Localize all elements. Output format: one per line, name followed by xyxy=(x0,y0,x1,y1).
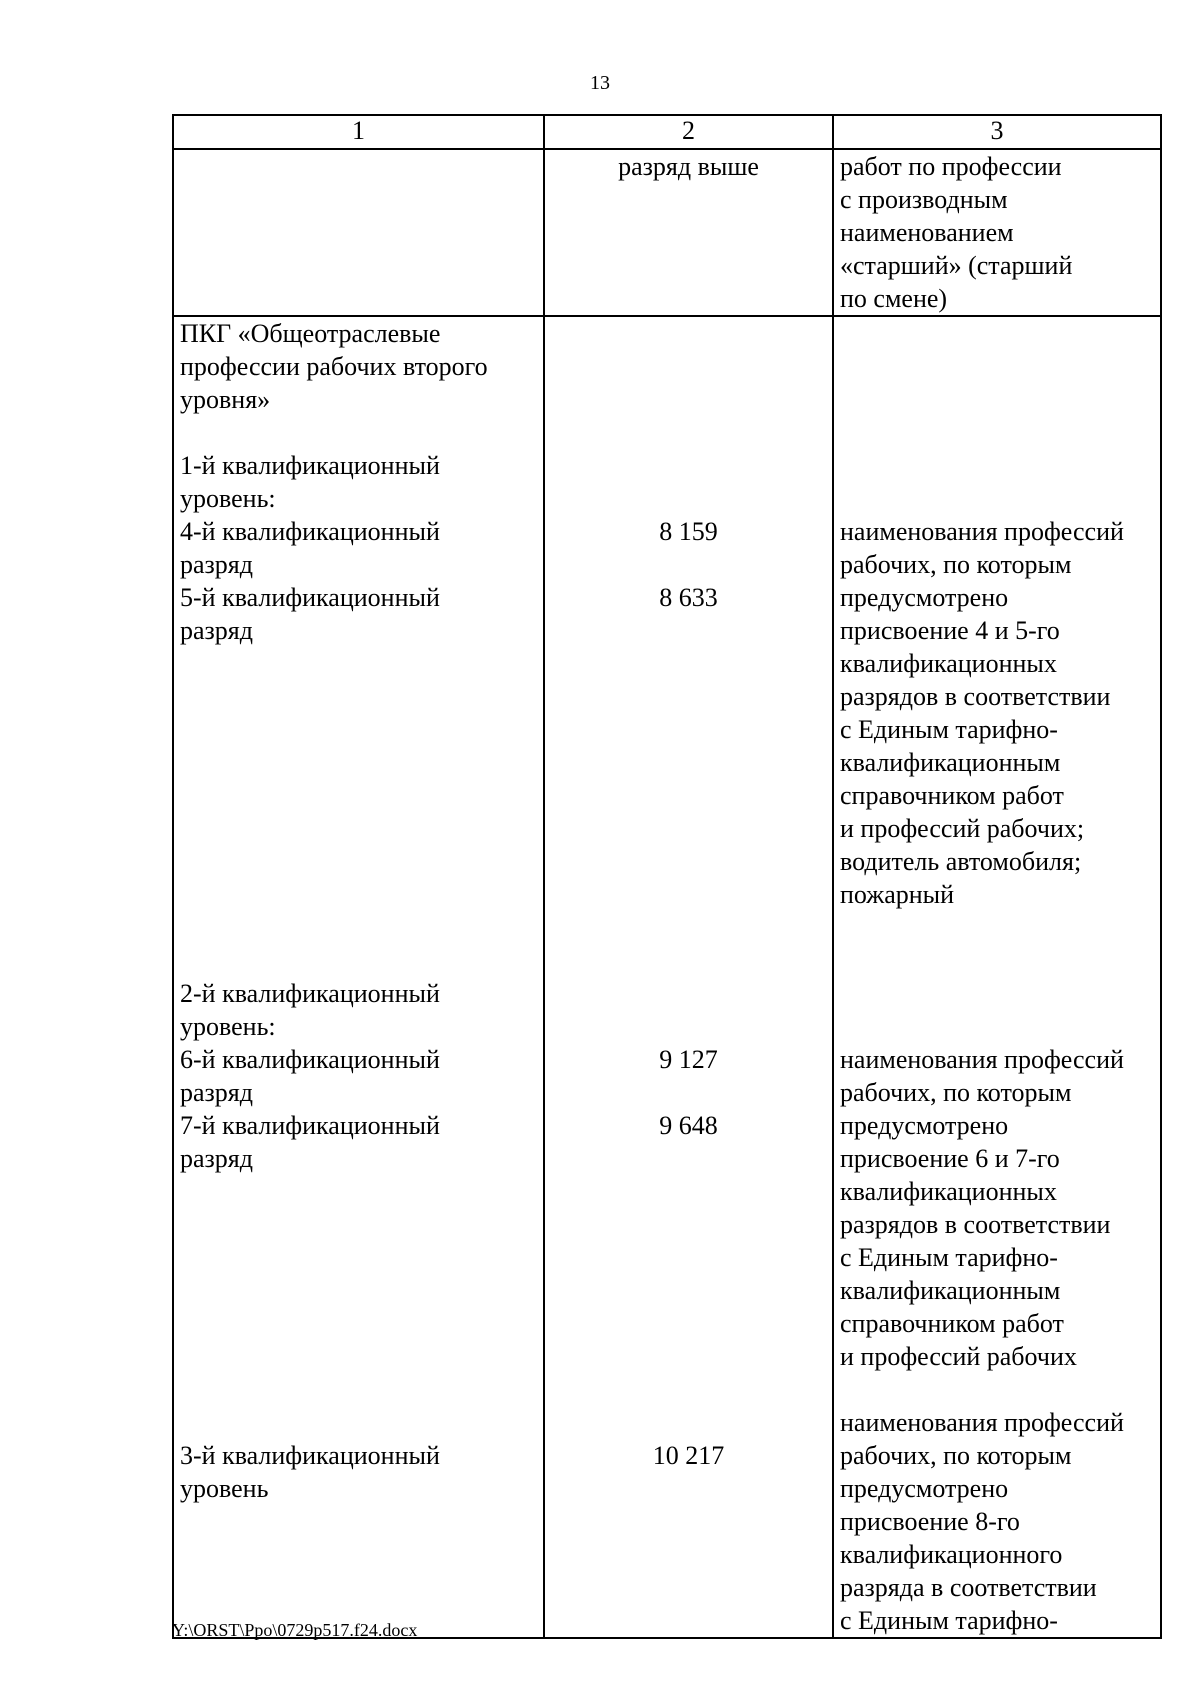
cell-text-line xyxy=(180,1307,537,1340)
cell-text-line: «старший» (старший xyxy=(840,251,1073,280)
cell-text-line: предусмотрено xyxy=(840,1474,1009,1503)
cell-text-line: 10 217 xyxy=(652,1441,725,1470)
cell-text-line xyxy=(551,416,826,449)
cell-text-line xyxy=(551,845,826,878)
cell-text-line: 1-й квалификационный xyxy=(180,451,440,480)
cell-text-line xyxy=(551,878,826,911)
cell-text-line xyxy=(551,482,826,515)
cell-text-line: наименования профессий xyxy=(840,1045,1124,1074)
cell-group-name xyxy=(173,149,544,316)
cell-text-line: наименования профессий xyxy=(840,1408,1124,1437)
cell-text-line xyxy=(551,680,826,713)
table-row-continuation xyxy=(173,149,1161,316)
cell-text-line xyxy=(840,350,1154,383)
cell-text-line xyxy=(551,614,826,647)
cell-text-line: по смене) xyxy=(840,284,948,313)
cell-text-line: и профессий рабочих xyxy=(840,1342,1077,1371)
cell-text-line xyxy=(180,416,537,449)
cell-text-line: справочником работ xyxy=(840,781,1064,810)
cell-text-line: предусмотрено xyxy=(840,583,1009,612)
cell-salary xyxy=(544,149,833,316)
cell-text-line xyxy=(551,1175,826,1208)
cell-text-line xyxy=(840,482,1154,515)
cell-text-line xyxy=(180,1340,537,1373)
cell-text-line xyxy=(551,944,826,977)
cell-text-line: квалификационных xyxy=(840,649,1057,678)
cell-text-line: предусмотрено xyxy=(840,1111,1009,1140)
cell-text-line: разряд xyxy=(180,550,253,579)
cell-text-line xyxy=(840,449,1154,482)
salary-table xyxy=(172,114,1162,1639)
cell-text-line: с Единым тарифно- xyxy=(840,1606,1058,1635)
cell-text-line xyxy=(551,1142,826,1175)
cell-text-line: квалификационным xyxy=(840,748,1061,777)
cell-text-line xyxy=(180,647,537,680)
cell-text-line: работ по профессии xyxy=(840,152,1062,181)
cell-text-line xyxy=(551,1373,826,1406)
cell-text-line xyxy=(551,383,826,416)
cell-text-line: рабочих, по которым xyxy=(840,550,1072,579)
cell-text-line xyxy=(180,713,537,746)
cell-text-line xyxy=(551,713,826,746)
cell-text-line: присвоение 8-го xyxy=(840,1507,1020,1536)
cell-text-line: квалификационным xyxy=(840,1276,1061,1305)
cell-text-line: разрядов в соответствии xyxy=(840,1210,1111,1239)
cell-text-line: разряда в соответствии xyxy=(840,1573,1097,1602)
cell-text-line xyxy=(551,746,826,779)
page-number: 13 xyxy=(590,72,610,94)
cell-text-line: 5-й квалификационный xyxy=(180,583,440,612)
cell-text-line xyxy=(551,1340,826,1373)
cell-text-line: разряд выше xyxy=(618,152,759,181)
cell-text-line: 8 633 xyxy=(659,583,718,612)
cell-text-line xyxy=(551,1307,826,1340)
cell-text-line: ПКГ «Общеотраслевые xyxy=(180,319,441,348)
cell-text-line xyxy=(180,1241,537,1274)
cell-text-line: уровень: xyxy=(180,484,276,513)
cell-text-line xyxy=(551,779,826,812)
cell-text-line: 6-й квалификационный xyxy=(180,1045,440,1074)
cell-text-line xyxy=(180,1274,537,1307)
header-cell-1: 1 xyxy=(173,115,544,149)
cell-text-line xyxy=(840,1373,1154,1406)
cell-text-line xyxy=(180,911,537,944)
cell-text-line xyxy=(551,1076,826,1109)
cell-text-line xyxy=(180,680,537,713)
cell-text-line xyxy=(551,1274,826,1307)
cell-text-line: с Единым тарифно- xyxy=(840,715,1058,744)
header-cell-2: 2 xyxy=(544,115,833,149)
cell-text-line xyxy=(551,812,826,845)
cell-text-line xyxy=(551,449,826,482)
cell-text-line: 4-й квалификационный xyxy=(180,517,440,546)
cell-text-line: водитель автомобиля; xyxy=(840,847,1082,876)
cell-text-line xyxy=(551,317,826,350)
cell-salary xyxy=(544,316,833,1638)
cell-text-line: разряд xyxy=(180,1144,253,1173)
cell-text-line: присвоение 4 и 5-го xyxy=(840,616,1060,645)
cell-text-line: справочником работ xyxy=(840,1309,1064,1338)
cell-text-line: с производным xyxy=(840,185,1008,214)
cell-text-line: рабочих, по которым xyxy=(840,1441,1072,1470)
cell-text-line: наименованием xyxy=(840,218,1014,247)
cell-text-line xyxy=(840,911,1154,944)
cell-text-line xyxy=(180,746,537,779)
document-path-footer: Y:\ORST\Ppo\0729p517.f24.docx xyxy=(172,1620,418,1640)
cell-text-line: разряд xyxy=(180,616,253,645)
cell-group-name xyxy=(173,316,544,1638)
cell-text-line: рабочих, по которым xyxy=(840,1078,1072,1107)
cell-text-line xyxy=(180,1208,537,1241)
cell-text-line: и профессий рабочих; xyxy=(840,814,1085,843)
cell-text-line: уровень xyxy=(180,1474,269,1503)
cell-text-line xyxy=(551,350,826,383)
cell-text-line xyxy=(180,944,537,977)
cell-text-line: уровня» xyxy=(180,385,271,414)
cell-text-line: 9 127 xyxy=(659,1045,718,1074)
table-row-pkg xyxy=(173,316,1161,1638)
cell-text-line xyxy=(180,878,537,911)
cell-text-line: разрядов в соответствии xyxy=(840,682,1111,711)
cell-text-line: наименования профессий xyxy=(840,517,1124,546)
cell-text-line: разряд xyxy=(180,1078,253,1107)
cell-text-line xyxy=(840,944,1154,977)
cell-text-line xyxy=(180,1406,537,1439)
cell-text-line xyxy=(180,1373,537,1406)
cell-text-line: 8 159 xyxy=(659,517,718,546)
cell-text-line xyxy=(551,1208,826,1241)
cell-text-line: уровень: xyxy=(180,1012,276,1041)
cell-text-line xyxy=(551,647,826,680)
cell-text-line xyxy=(551,977,826,1010)
cell-text-line: с Единым тарифно- xyxy=(840,1243,1058,1272)
cell-text-line: 7-й квалификационный xyxy=(180,1111,440,1140)
cell-text-line xyxy=(840,383,1154,416)
cell-text-line xyxy=(180,845,537,878)
cell-text-line: пожарный xyxy=(840,880,955,909)
cell-text-line: 9 648 xyxy=(659,1111,718,1140)
cell-text-line xyxy=(551,1406,826,1439)
cell-text-line xyxy=(840,416,1154,449)
cell-text-line xyxy=(551,548,826,581)
table-header-row xyxy=(173,115,1161,149)
cell-text-line xyxy=(551,911,826,944)
cell-professions xyxy=(833,149,1161,316)
cell-text-line xyxy=(180,812,537,845)
cell-text-line xyxy=(180,779,537,812)
cell-text-line xyxy=(840,977,1154,1010)
cell-text-line: профессии рабочих второго xyxy=(180,352,488,381)
cell-text-line: квалификационного xyxy=(840,1540,1063,1569)
cell-professions xyxy=(833,316,1161,1638)
cell-text-line: присвоение 6 и 7-го xyxy=(840,1144,1060,1173)
cell-text-line: 2-й квалификационный xyxy=(180,979,440,1008)
cell-text-line xyxy=(840,317,1154,350)
cell-text-line xyxy=(180,1175,537,1208)
cell-text-line: квалификационных xyxy=(840,1177,1057,1206)
header-cell-3: 3 xyxy=(833,115,1161,149)
cell-text-line xyxy=(551,1010,826,1043)
cell-text-line xyxy=(840,1010,1154,1043)
cell-text-line: 3-й квалификационный xyxy=(180,1441,440,1470)
cell-text-line xyxy=(551,1241,826,1274)
